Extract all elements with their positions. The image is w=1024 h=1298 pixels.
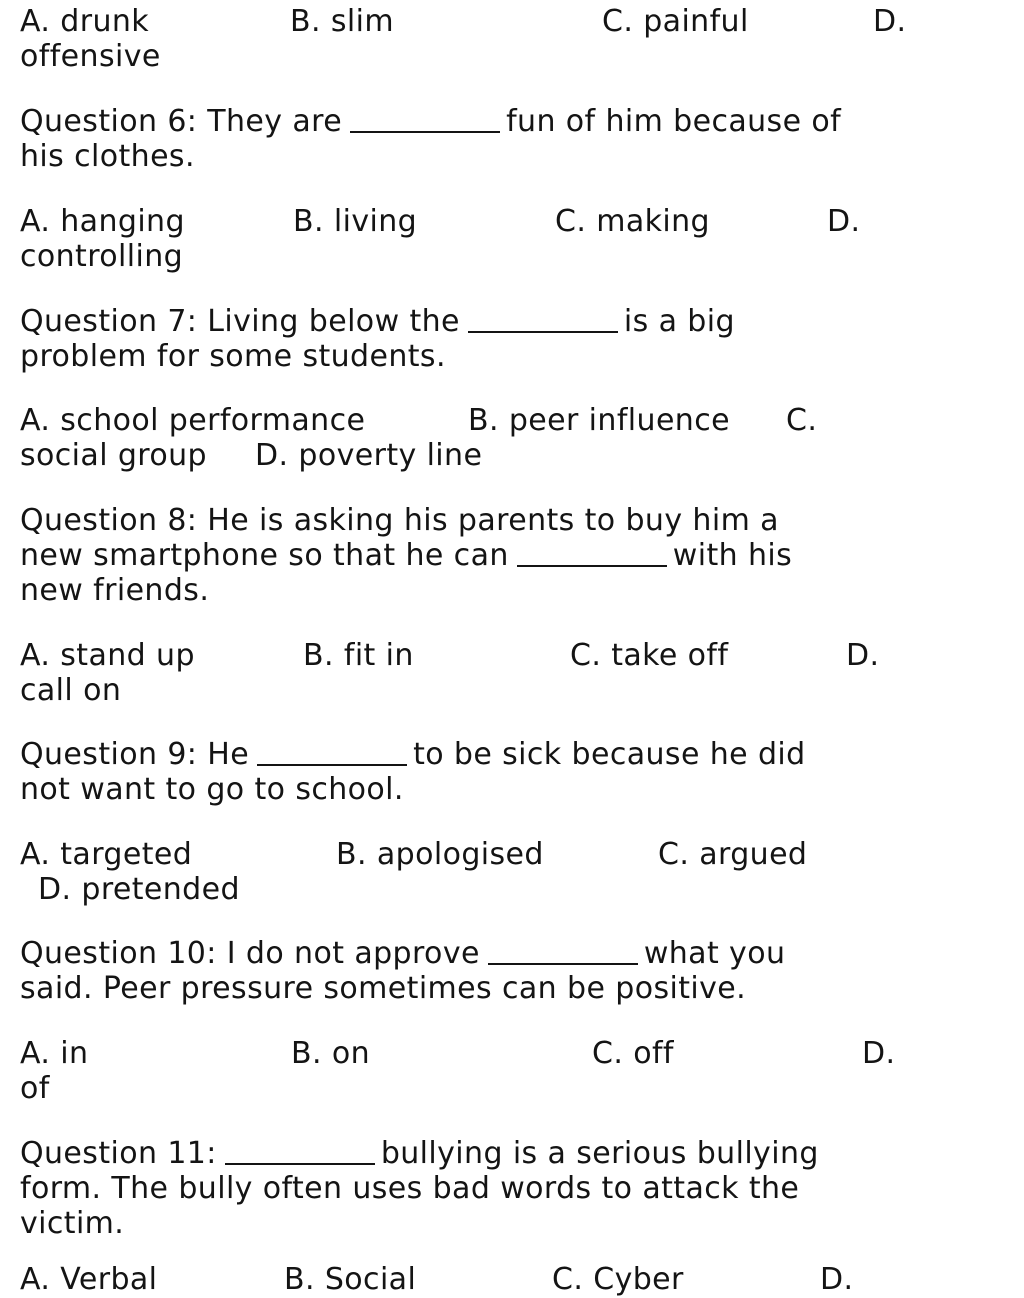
q8-option-a: A. stand up — [20, 638, 195, 673]
q11-line-2: form. The bully often uses bad words to attack the — [20, 1171, 800, 1206]
q7-option-c-label: C. — [786, 403, 818, 438]
q7-option-b: B. peer influence — [468, 403, 730, 438]
answer-blank — [488, 963, 638, 965]
answer-blank — [225, 1163, 375, 1165]
q7-option-c-text: social group — [20, 438, 207, 473]
q7-line-2: problem for some students. — [20, 339, 446, 374]
q6-option-d-label: D. — [827, 204, 861, 239]
q10-text-after: what you — [643, 936, 786, 971]
q8-option-c: C. take off — [570, 638, 729, 673]
q8-option-d-label: D. — [846, 638, 880, 673]
q9-option-c: C. argued — [658, 837, 808, 872]
q10-option-b: B. on — [291, 1036, 371, 1071]
q9-text-after: to be sick because he did — [413, 737, 806, 772]
q9-line-2: not want to go to school. — [20, 772, 404, 807]
q10-line-1 — [20, 936, 785, 972]
q5-option-c: C. painful — [602, 4, 749, 39]
q5-option-d-text: offensive — [20, 39, 161, 74]
q10-option-d-text: of — [20, 1071, 50, 1106]
q5-option-a: A. drunk — [20, 4, 150, 39]
q8-text-before: new smartphone so that he can — [20, 538, 509, 573]
q5-option-b: B. slim — [290, 4, 394, 39]
q10-option-c: C. off — [592, 1036, 674, 1071]
q8-option-b: B. fit in — [303, 638, 414, 673]
answer-blank — [257, 764, 407, 766]
q11-option-d: D. — [820, 1262, 854, 1297]
q8-option-d-text: call on — [20, 673, 122, 708]
answer-blank — [350, 131, 500, 133]
q8-line-3: new friends. — [20, 573, 210, 608]
q6-line-2: his clothes. — [20, 139, 195, 174]
q6-text-before: Question 6: They are — [20, 104, 343, 139]
q6-option-a: A. hanging — [20, 204, 185, 239]
q10-text-before: Question 10: I do not approve — [20, 936, 480, 971]
q7-option-d: D. poverty line — [255, 438, 483, 473]
q9-option-d: D. pretended — [38, 872, 240, 907]
q7-option-a: A. school performance — [20, 403, 366, 438]
q8-line-1: Question 8: He is asking his parents to buy him a — [20, 503, 779, 538]
q5-option-d-label: D. — [873, 4, 907, 39]
q7-line-1 — [20, 304, 735, 340]
q7-text-after: is a big — [623, 304, 735, 339]
q11-line-1 — [20, 1136, 819, 1172]
q6-text-after: fun of him because of — [506, 104, 842, 139]
q11-text-before: Question 11: — [20, 1136, 217, 1171]
q9-option-a: A. targeted — [20, 837, 193, 872]
q6-option-d-text: controlling — [20, 239, 184, 274]
q6-line-1 — [20, 104, 841, 140]
q10-line-2: said. Peer pressure sometimes can be positive. — [20, 971, 747, 1006]
q6-option-c: C. making — [555, 204, 710, 239]
q6-option-b: B. living — [293, 204, 418, 239]
q8-text-after: with his — [672, 538, 793, 573]
q9-option-b: B. apologised — [336, 837, 544, 872]
q9-line-1 — [20, 737, 806, 773]
q11-option-c: C. Cyber — [552, 1262, 684, 1297]
q11-option-b: B. Social — [284, 1262, 417, 1297]
q11-option-a: A. Verbal — [20, 1262, 158, 1297]
q7-text-before: Question 7: Living below the — [20, 304, 460, 339]
q8-line-2 — [20, 538, 792, 574]
q9-text-before: Question 9: He — [20, 737, 250, 772]
q11-line-3: victim. — [20, 1206, 125, 1241]
q10-option-d-label: D. — [862, 1036, 896, 1071]
q11-text-after: bullying is a serious bullying — [380, 1136, 819, 1171]
q10-option-a: A. in — [20, 1036, 89, 1071]
answer-blank — [517, 565, 667, 567]
answer-blank — [468, 331, 618, 333]
